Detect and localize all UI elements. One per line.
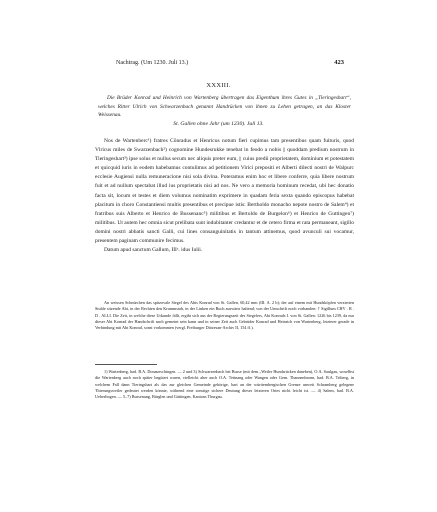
- footnotes: [95, 369, 354, 400]
- running-title: Nachtrag. (Um 1230. Juli 13.): [116, 60, 189, 66]
- page-header: [116, 60, 344, 70]
- source-note-text: An weissen Schnürchen das spitzovale Siegel des Abts Konrad von St. Gallen, 60,42 mm (III. A. 2 b); der auf einem mit Hundsköpfen verzierten Stuhle sitzende Abt, in der Rechten den Krummstab, in der Linken ein Buch auswärts haltend; von der Umschrift noch vorhanden: † Sigillum CHV . R . D . ALLI. Die Zeit, in welche diese Urkunde fällt, ergibt sich aus der Regierungszeit des Siegelers, Abt Konrads I. von St. Gallen: 1226 bis 1239, da nur dieser Abt Konrad der Handschrift nach gemeint sein kann und in seiner Zeit auch Gebrüder Konrad und Heinrich von Wartenberg, letzterer gerade in Verbindung mit Abt Konrad, sonst vorkommen (vergl. Freiburger Diözesan-Archiv II, 154 ff.).: [95, 300, 354, 331]
- page-number: 423: [334, 59, 344, 66]
- document-summary: [98, 94, 351, 120]
- footnote-divider: [95, 364, 157, 365]
- document-number: XXXIII.: [206, 82, 231, 89]
- charter-datum: Datum apud sanctum Gallum, IIIᵃ. idus Iulii.: [104, 247, 203, 254]
- footnotes-text: 1) Wartenberg, bad. B.A. Donaueschingen. — 2 und 3) Schwarzenbach bei Busse (mit dem „Weiler Hundsrücken daneben), O.A. Saulgau, woselbst die Wartenberg auch noch später begütert waren, vielleicht aber auch O.A. Tettnang oder Wangen oder Gem. Thannenbronn, bad. B.A. Triberg, in welchem Fall dann Tieringshart als das zur gleichen Gemeinde gehörige, hart an der württembergischen Grenze unweit Schramberg gelegene Thierungsweiler gedeutet werden könnte, während eine sonstige sichere Deutung dieses letzteren Ortes nicht leicht ist. — 4) Salem, bad. B.A. Ueberlingen. — 5–7) Bussenang, Bürglen und Güttingen, Kantons Thurgau.: [95, 369, 354, 400]
- summary-text: Die Brüder Konrad und Heinrich von Wartenberg übertragen das Eigenthum ihres Gutes in „Tieringeshart“, welches Ritter Ulrich von Schwarzenbach genannt Handrücken von ihnen zu Lehen getragen, an das Kloster Weissenau.: [98, 95, 351, 119]
- document-dateline: St. Gallen ohne Jahr (um 1230). Juli 13.: [173, 121, 264, 127]
- charter-text: [95, 137, 354, 255]
- source-note: [95, 300, 354, 331]
- charter-body: Nos de Wartenberc¹) fratres Cŏnradus et Henricus notum fieri cupimus tam presentibus quam fuituris, quod Vlricus miles de Swarzenbach²) cognomine Hundesrukke tenebat in feodo a nobis || quoddam predium nostrum in Tieringeshart³) ipse solus et nullus secum nec aliquis preter eum, || cuius predii proprietatem, dominium et potestatem et quicquid iuris in eodem habebamus contulimus ad petitionem Virici prepositi et Alberti dilecti nostri de Walpurc ecclesie Augiensi nulla remuneracione nisi sola divina. Poteramus enim hoc et libere conferre, quia libere nostrum fuit et ad nullum spectabat illud ius proprietatis nisi ad nos. Ne vero a memoria hominum recedat, ubi hec donatio facta sit, locum et testes et diem volumus nominatim exprimere in quadam feria sexta quando episcopus habebat placitum in choro Constantiensi multis presentibus et precipue istis: Bertholdo monacho nepote nostro de Salem⁴) et fratribus suis Alberto et Henrico de Bussenanc⁵) militibus et Bertoldo de Burgelon⁶) et Henrico de Guttingen⁷) militibus. Ut autem hec omnia sicut prelibata sunt indubitanter credantur et de cetero firma et rata permaneant, sigillo domini nostri abbatis sancti Galli, cui lines consanguinitatis in tantum attinemus, quod avunculi sui vocamur, presentem paginam communire fecimus.: [95, 138, 354, 245]
